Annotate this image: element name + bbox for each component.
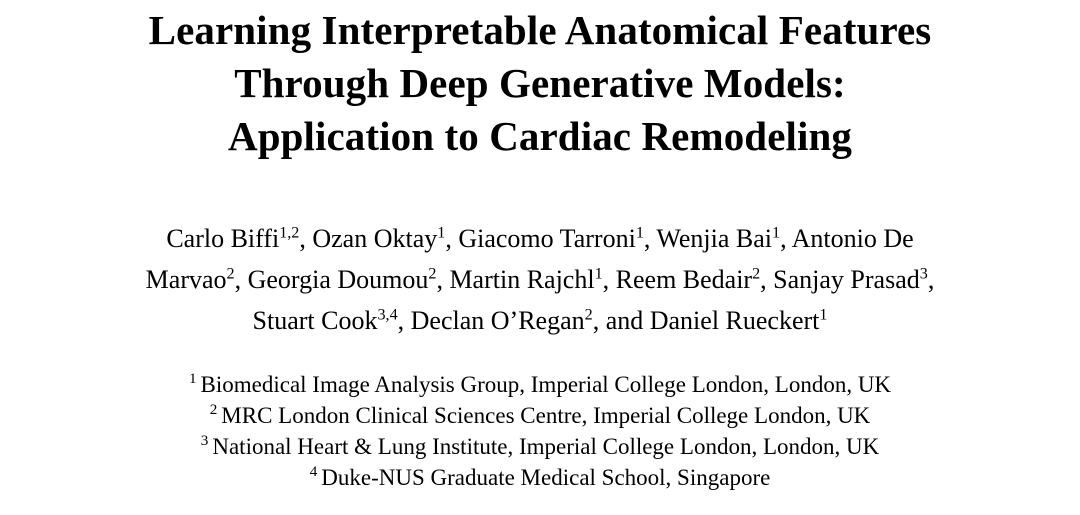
affiliation-text: MRC London Clinical Sciences Centre, Imperial College London, UK [221, 403, 871, 428]
affiliation-marker: 3 [200, 432, 209, 450]
affiliation-text: Duke-NUS Graduate Medical School, Singapore [321, 465, 771, 490]
author-name: Ozan Oktay [312, 224, 438, 253]
author-name: Declan O’Regan [410, 306, 585, 335]
title-line-2: Through Deep Generative Models: [234, 60, 846, 106]
author-name: Wenjia Bai [656, 224, 772, 253]
author-affiliation-marker: 1 [594, 265, 603, 283]
author-name: Daniel Rueckert [649, 306, 820, 335]
author-name: Antonio De [791, 224, 914, 253]
affiliation-text: Biomedical Image Analysis Group, Imperial College London, London, UK [200, 372, 892, 397]
author-affiliation-marker: 3 [919, 265, 928, 283]
author-line: Carlo Biffi$^{1,2}$, Ozan Oktay$^1$, Giacomo Tarroni$^1$, Wenjia Bai$^1$, Antonio De [166, 224, 914, 253]
author-line: Marvao$^2$, Georgia Doumou$^2$, Martin Rajchl$^1$, Reem Bedair$^2$, Sanjay Prasad$^3$, [145, 265, 935, 294]
author-name: Marvao [145, 265, 227, 294]
affiliation-marker: 2 [209, 401, 218, 419]
author-name: Martin Rajchl [449, 265, 595, 294]
affiliation-marker: 4 [309, 463, 318, 481]
author-name: Georgia Doumou [247, 265, 429, 294]
author-affiliation-marker: 1 [635, 224, 644, 242]
author-affiliation-marker: 2 [428, 265, 437, 283]
author-affiliation-marker: 2 [226, 265, 235, 283]
author-line: Stuart Cook$^{3,4}$, Declan O’Regan$^2$, and Daniel Rueckert$^1$ [252, 306, 828, 335]
author-affiliation-marker: 1 [437, 224, 446, 242]
author-affiliation-marker: 2 [752, 265, 761, 283]
author-affiliation-marker: 1 [772, 224, 781, 242]
title-line-3: Application to Cardiac Remodeling [228, 113, 852, 159]
affiliation-list [35, 369, 1045, 493]
affiliation-item [35, 369, 1045, 400]
page-title [40, 4, 1040, 163]
author-affiliation-marker: 1 [819, 306, 828, 324]
author-affiliation-marker: 3,4 [377, 306, 398, 324]
author-name: Sanjay Prasad [773, 265, 920, 294]
affiliation-item [35, 400, 1045, 431]
author-name: Giacomo Tarroni [458, 224, 636, 253]
paper-title-page [0, 4, 1080, 515]
author-name: Reem Bedair [615, 265, 753, 294]
author-affiliation-marker: 2 [584, 306, 593, 324]
affiliation-item [35, 431, 1045, 462]
author-list [35, 218, 1045, 341]
title-line-1: Learning Interpretable Anatomical Features [148, 7, 932, 53]
author-name: Stuart Cook [252, 306, 378, 335]
affiliation-marker: 1 [188, 370, 197, 388]
affiliation-item [35, 462, 1045, 493]
author-name: Carlo Biffi [166, 224, 280, 253]
author-affiliation-marker: 1,2 [279, 224, 300, 242]
affiliation-text: National Heart & Lung Institute, Imperial College London, London, UK [212, 434, 880, 459]
